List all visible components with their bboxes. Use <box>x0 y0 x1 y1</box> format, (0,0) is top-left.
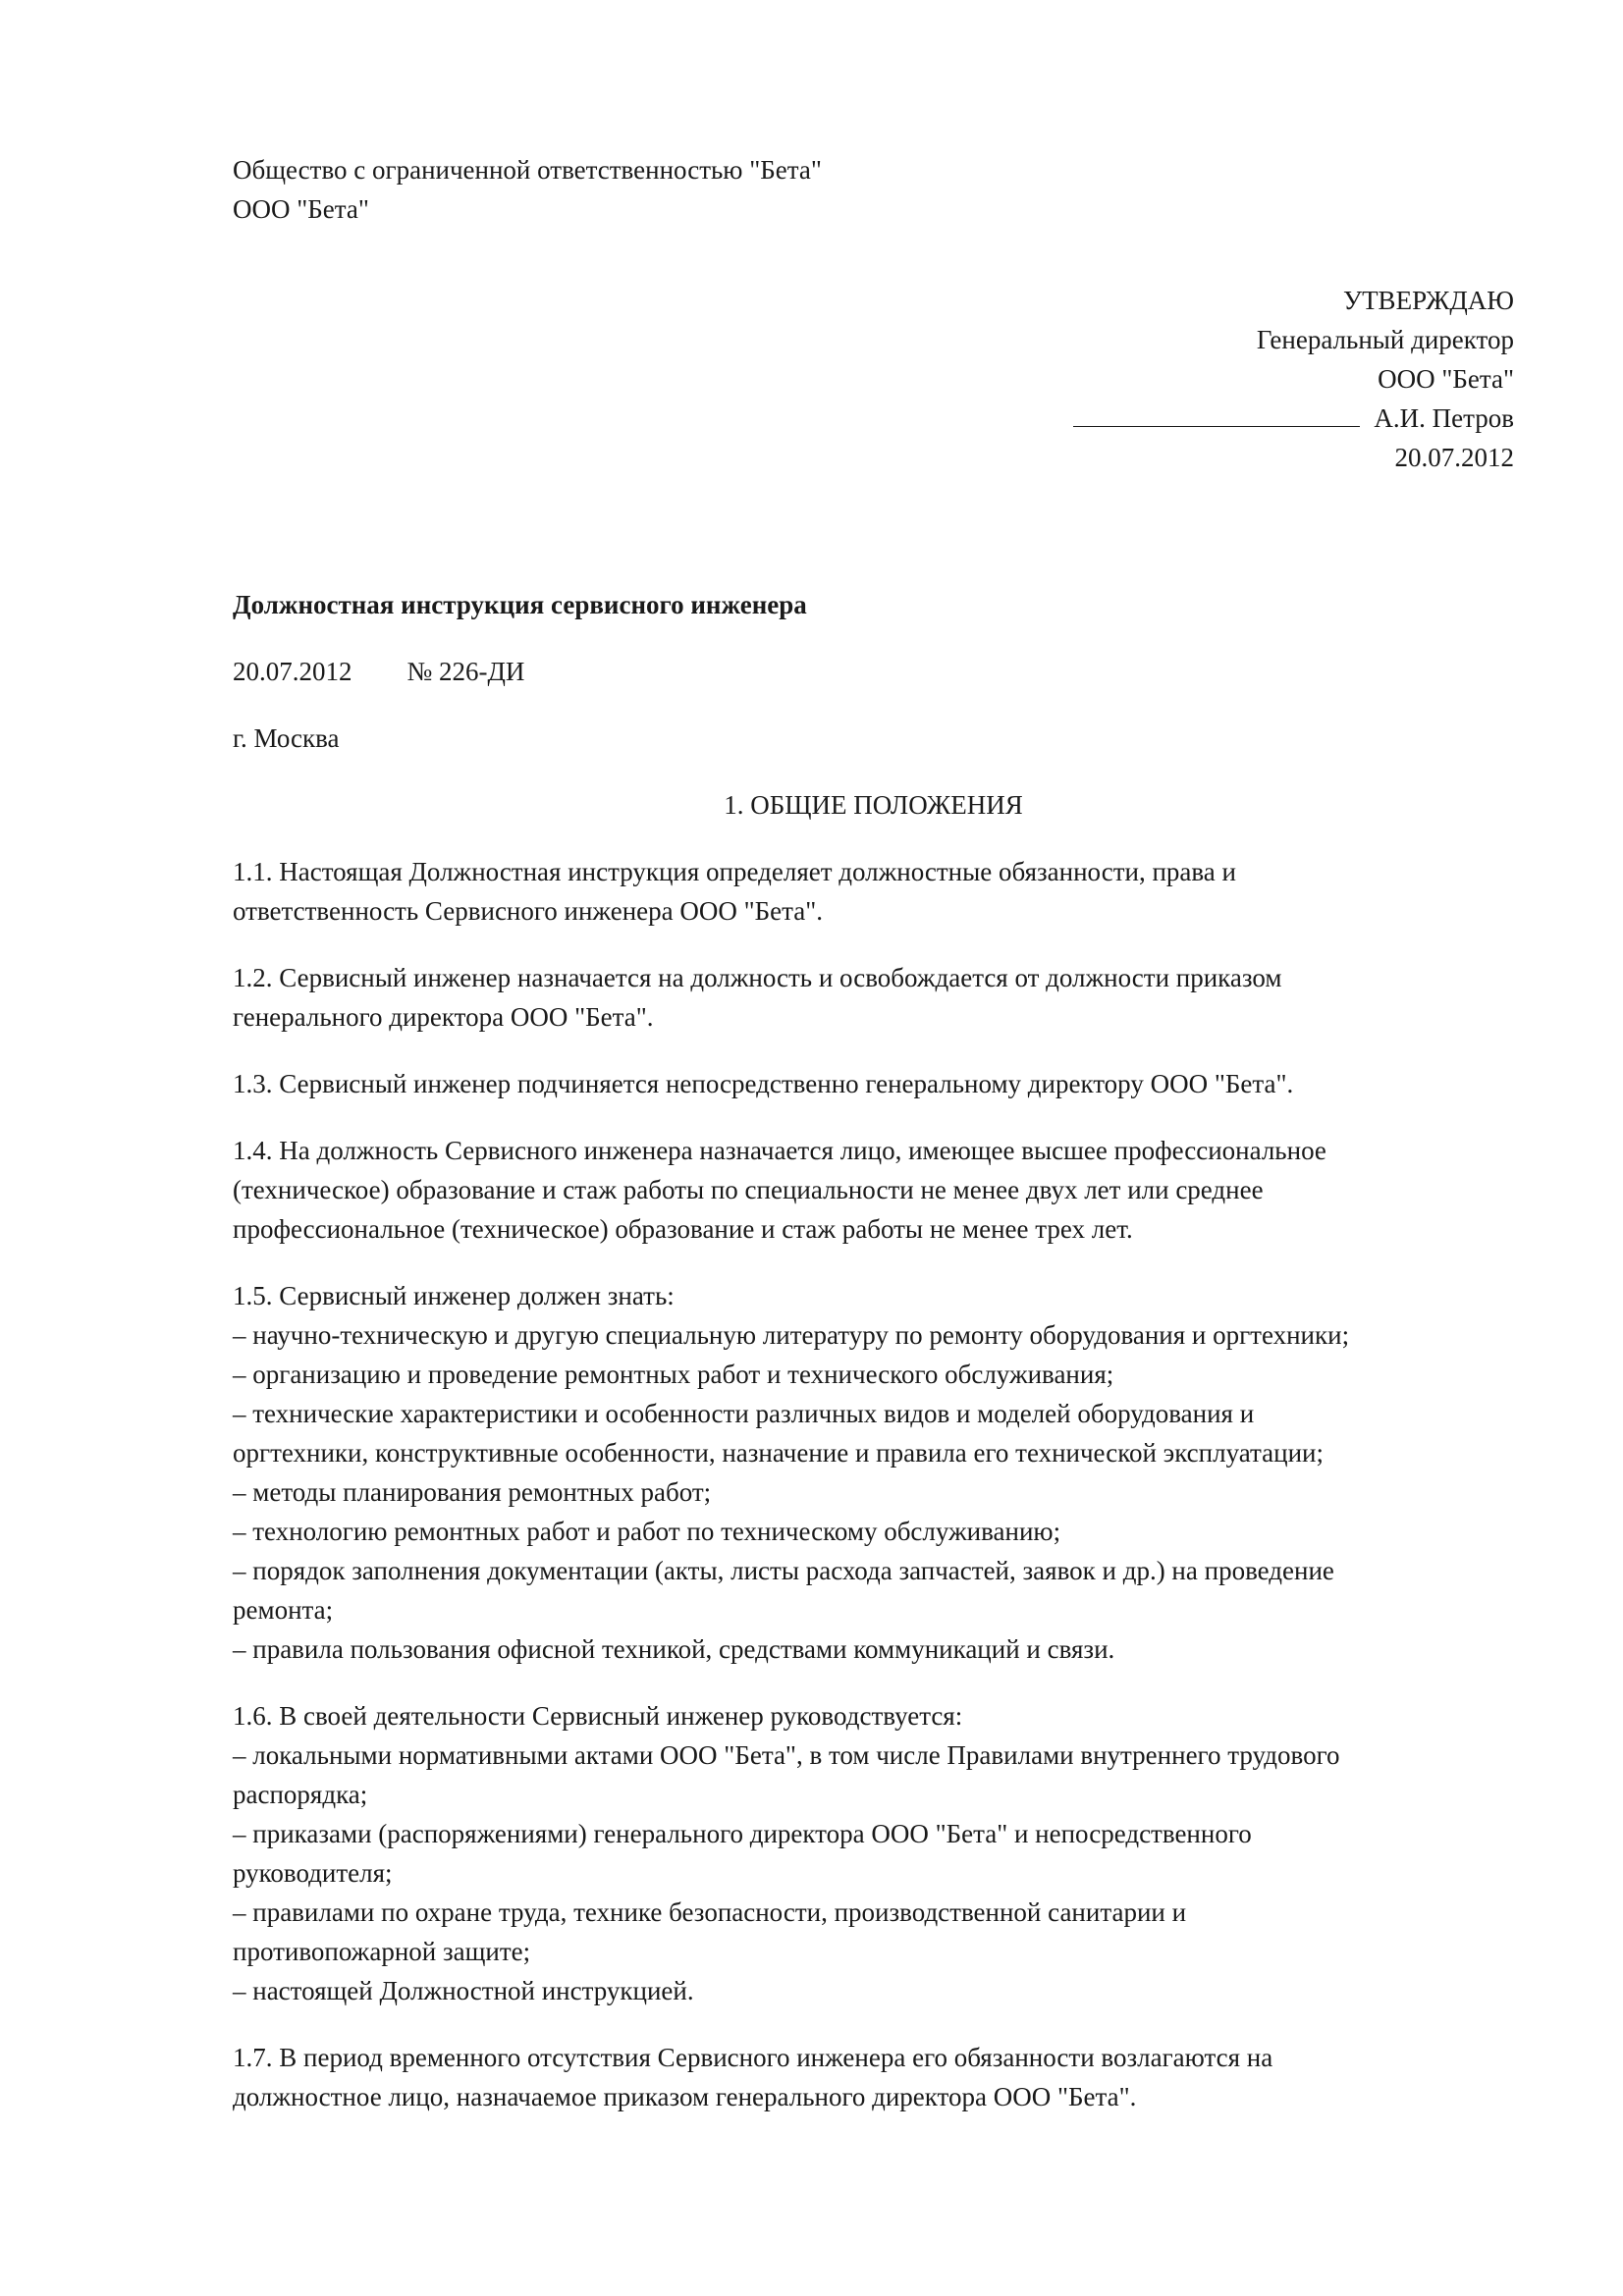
section-title: 1. ОБЩИЕ ПОЛОЖЕНИЯ <box>724 790 1023 820</box>
paragraph-1-4 <box>233 1131 1514 1249</box>
list-item: – правила пользования офисной техникой, средствами коммуникаций и связи. <box>233 1634 1115 1664</box>
paragraph-1-6 <box>233 1696 1514 2010</box>
list-item: – технические характеристики и особенности различных видов и моделей оборудования и <box>233 1399 1255 1428</box>
paragraph-line: профессиональное (техническое) образование и стаж работы не менее трех лет. <box>233 1214 1133 1244</box>
approval-org: ООО "Бета" <box>1378 364 1514 394</box>
list-item: руководителя; <box>233 1858 393 1888</box>
paragraph-line: 1.6. В своей деятельности Сервисный инженер руководствуется: <box>233 1701 963 1731</box>
paragraph-1-1 <box>233 852 1514 931</box>
list-item: – порядок заполнения документации (акты, листы расхода запчастей, заявок и др.) на проведение <box>233 1556 1334 1585</box>
list-item: – организацию и проведение ремонтных работ и технического обслуживания; <box>233 1360 1114 1389</box>
paragraph-line: 1.7. В период временного отсутствия Сервисного инженера его обязанности возлагаются на <box>233 2043 1273 2072</box>
document-date: 20.07.2012 <box>233 657 352 686</box>
list-item: – технологию ремонтных работ и работ по техническому обслуживанию; <box>233 1517 1061 1546</box>
paragraph-1-7 <box>233 2038 1514 2116</box>
paragraph-1-3 <box>233 1064 1514 1103</box>
list-item: противопожарной защите; <box>233 1937 531 1966</box>
list-item: оргтехники, конструктивные особенности, назначение и правила его технической эксплуатации; <box>233 1438 1324 1468</box>
list-item: – методы планирования ремонтных работ; <box>233 1477 712 1507</box>
approval-date: 20.07.2012 <box>1394 443 1514 472</box>
paragraph-line: 1.4. На должность Сервисного инженера назначается лицо, имеющее высшее профессиональное <box>233 1136 1326 1165</box>
list-item: – правилами по охране труда, технике безопасности, производственной санитарии и <box>233 1897 1187 1927</box>
list-item: – приказами (распоряжениями) генерального директора ООО "Бета" и непосредственного <box>233 1819 1252 1848</box>
document-number: № 226-ДИ <box>406 657 525 686</box>
list-item: распорядка; <box>233 1780 368 1809</box>
org-full-name: Общество с ограниченной ответственностью "Бета" <box>233 155 822 185</box>
approval-position: Генеральный директор <box>1256 325 1514 354</box>
list-item: – научно-техническую и другую специальную литературу по ремонту оборудования и оргтехники; <box>233 1320 1350 1350</box>
paragraph-1-5 <box>233 1276 1514 1669</box>
approval-heading: УТВЕРЖДАЮ <box>1342 286 1514 315</box>
paragraph-line: 1.3. Сервисный инженер подчиняется непосредственно генеральному директору ООО "Бета". <box>233 1069 1294 1098</box>
signature-line <box>1073 399 1514 438</box>
list-item: ремонта; <box>233 1595 334 1625</box>
paragraph-line: 1.2. Сервисный инженер назначается на должность и освобождается от должности приказом <box>233 963 1282 992</box>
document-body <box>233 150 1514 2116</box>
document-meta <box>233 652 1514 691</box>
signature-rule <box>1073 402 1360 427</box>
list-item: – локальными нормативными актами ООО "Бета", в том числе Правилами внутреннего трудового <box>233 1740 1340 1770</box>
paragraph-line: ответственность Сервисного инженера ООО "Бета". <box>233 896 824 926</box>
org-short-name: ООО "Бета" <box>233 194 369 224</box>
document-city: г. Москва <box>233 723 340 753</box>
paragraph-line: 1.5. Сервисный инженер должен знать: <box>233 1281 675 1310</box>
paragraph-line: должностное лицо, назначаемое приказом генерального директора ООО "Бета". <box>233 2082 1137 2111</box>
paragraph-1-2 <box>233 958 1514 1037</box>
organization-header <box>233 150 1514 229</box>
paragraph-line: генерального директора ООО "Бета". <box>233 1002 654 1032</box>
paragraph-line: 1.1. Настоящая Должностная инструкция определяет должностные обязанности, права и <box>233 857 1236 886</box>
signatory-name: А.И. Петров <box>1374 403 1514 433</box>
list-item: – настоящей Должностной инструкцией. <box>233 1976 694 2005</box>
paragraph-line: (техническое) образование и стаж работы по специальности не менее двух лет или среднее <box>233 1175 1264 1204</box>
document-title: Должностная инструкция сервисного инженера <box>233 590 807 619</box>
approval-block <box>233 281 1514 477</box>
